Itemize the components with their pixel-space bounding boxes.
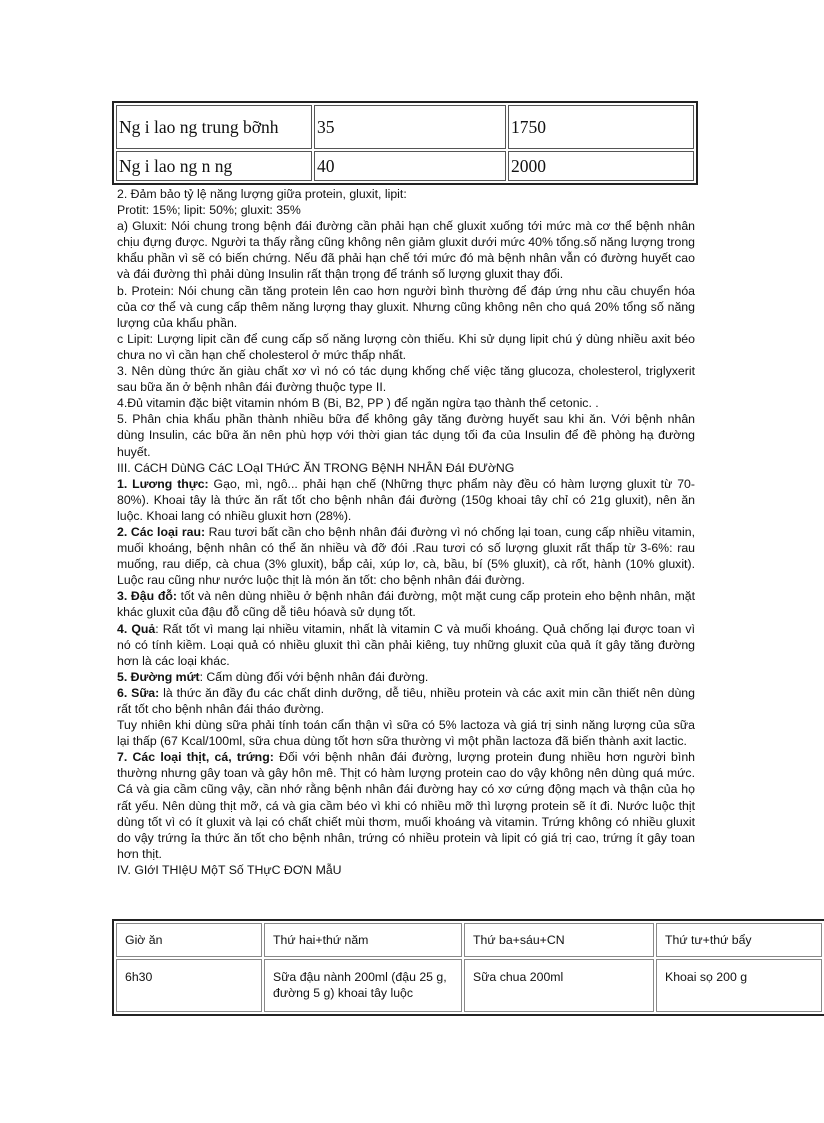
energy-per-kg-cell: 40 [314,151,506,181]
paragraph-heading: 4. Quả [117,621,156,636]
header-wed-sat: Thứ tư+thứ bẩy [656,923,822,957]
header-mon-thu: Thứ hai+thứ năm [264,923,462,957]
paragraph-text: : Cấm dùng đối với bệnh nhân đái đường. [199,669,429,684]
paragraph-text: IV. GIớI THIệU MộT Số THựC ĐƠN MẫU [117,862,342,877]
paragraph [117,411,695,459]
paragraph-heading: 6. Sữa: [117,685,160,700]
paragraph [117,186,695,202]
paragraph-text: a) Gluxit: Nói chung trong bệnh đái đường cần phải hạn chế gluxit xuống tới mức mà cơ thể bệnh nhân chịu đựng được. Người ta thấy rằng cũng không nên giảm gluxit dưới mức 40% tổng.số năng lượng trong khẩu phần vì sẽ có biến chứng. Nếu đã phải hạn chế tới mức đó mà bệnh nhân vẫn có đường huyết cao và đái đường thì phải dùng Insulin rất thận trọng để tránh số lượng gluxit thay đổi. [117,219,695,282]
paragraph [117,283,695,331]
paragraph [117,749,695,862]
paragraph [117,363,695,395]
cell-meal-time: 6h30 [116,959,262,1012]
paragraph [117,862,695,878]
energy-table [112,101,698,185]
cell-mon-thu [264,959,462,1012]
energy-total-cell: 1750 [508,105,694,149]
header-tue-fri-sun: Thứ ba+sáu+CN [464,923,654,957]
paragraph [117,524,695,588]
paragraph-text: 2. Đảm bảo tỷ lệ năng lượng giữa protein, gluxit, lipit: [117,187,407,201]
table-row [116,959,822,1012]
paragraph-text: 3. Nên dùng thức ăn giàu chất xơ vì nó có tác dụng khống chế việc tăng glucoza, cholesterol, triglyxerit sau bữa ăn ở bệnh nhân đái đường thuộc type II. [117,364,695,395]
paragraph-text: Protit: 15%; lipit: 50%; gluxit: 35% [117,203,301,218]
paragraph-heading: 2. Các loại rau: [117,524,206,539]
paragraph [117,621,695,669]
paragraph-text: Gạo, mì, ngô... phải hạn chế (Những thực phẩm này đều có hàm lượng gluxit từ 70-80%). Khoai tây là thức ăn rất tốt cho bệnh nhân đái đường (150g khoai tây chỉ có 21g gluxit), nên ăn luộc. Khoai lang có nhiều gluxit hơn (28%). [117,476,695,523]
paragraph [117,395,695,411]
paragraph [117,202,695,218]
paragraph-heading: 7. Các loại thịt, cá, trứng: [117,750,274,765]
cell-mon-thu-text: Sữa đậu nành 200ml (đậu 25 g, đường 5 g) khoai tây luộc [273,970,447,1000]
paragraph-text: tốt và nên dùng nhiều ở bệnh nhân đái đường, một mặt cung cấp protein eho bệnh nhân, mặt khác gluxit của đậu đỗ cũng dễ tiêu hóavà sử dụng tốt. [117,589,695,620]
cell-tue-fri-sun: Sữa chua 200ml [464,959,654,1012]
cell-wed-sat: Khoai sọ 200 g [656,959,822,1012]
energy-per-kg-cell: 35 [314,105,506,149]
paragraph-text: Tuy nhiên khi dùng sữa phải tính toán cẩn thận vì sữa có 5% lactoza và giá trị sinh năng lượng của sữa lại thấp (67 Kcal/100ml, sữa chua dùng tốt hơn sữa thường vì một phần lactoza đã biến thành axit lactic. [117,718,695,749]
paragraph-heading: 5. Đường mứt [117,669,200,684]
table-header-row [116,923,822,957]
paragraph-text: b. Protein: Nói chung cần tăng protein lên cao hơn người bình thường để đáp ứng nhu cầu chuyển hóa của cơ thể và cung cấp thêm năng lượng thay gluxit. Nhưng cũng không nên cho quá 20% tổng số năng lượng của khẩu phần. [117,283,695,330]
paragraph-text: III. CáCH DùNG CáC LOạI THứC ĂN TRONG BệNH NHÂN ĐáI ĐƯờNG [117,460,515,475]
paragraph [117,588,695,620]
paragraph [117,218,695,282]
paragraph-text: Rau tươi bất cần cho bệnh nhân đái đường vì nó chống lại toan, cung cấp nhiều vitamin, muối khoáng, bệnh nhân có thể ăn nhiều và đỡ đói .Rau tươi có số lượng gluxit rất thấp từ 3-6%: rau muống, rau diếp, cà chua (3% gluxit), bắp cải, xúp lơ, cà, bầu, bí (5% gluxit), cà rốt, hành (10% gluxit). Luộc rau cũng như nước luộc thịt là món ăn tốt: cho bệnh nhân đái đường. [117,524,695,588]
header-meal-time: Giờ ăn [116,923,262,957]
paragraph [117,717,695,749]
paragraph [117,460,695,476]
energy-group-cell: Ng i lao ng trung bỡnh [116,105,312,149]
paragraph [117,476,695,524]
document-body [117,186,695,878]
paragraph-text: 4.Đủ vitamin đặc biệt vitamin nhóm B (Bi, B2, PP ) để ngăn ngừa tạo thành thể cetonic. . [117,396,599,411]
paragraph [117,685,695,717]
paragraph-text: c Lipit: Lượng lipit cần để cung cấp số năng lượng còn thiếu. Khi sử dụng lipit chú ý dùng nhiều axit béo chưa no vì cần hạn chế cholesterol ở mức thấp nhất. [117,331,695,362]
paragraph-heading: 3. Đậu đỗ: [117,589,177,604]
paragraph-heading: 1. Lương thực: [117,476,209,491]
table-row [116,105,694,149]
paragraph [117,669,695,685]
energy-group-cell: Ng i lao ng n ng [116,151,312,181]
paragraph-text: 5. Phân chia khẩu phần thành nhiều bữa để không gây tăng đường huyết sau khi ăn. Với bệnh nhân dùng Insulin, các bữa ăn nên phù hợp với thời gian tác dụng tối đa của Insulin để đề phòng hạ đường huyết. [117,412,695,459]
menu-table [112,919,824,1016]
energy-total-cell: 2000 [508,151,694,181]
paragraph-text: là thức ăn đầy đu các chất dinh dưỡng, dễ tiêu, nhiều protein và các axit min cần thiết nên dùng rất tốt cho bệnh nhân đái tháo đường. [117,685,695,716]
paragraph-text: Đối với bệnh nhân đái đường, lượng protein đung nhiều hơn người bình thường nhưng gây toan và gây hôn mê. Thịt có hàm lượng protein cao do vậy không nên dùng quá mức. Cá và gia cầm cũng vậy, cần nhớ rằng bệnh nhân đái đường hay có xơ cứng động mạch và thận của họ rất yếu. Nên dùng thịt mỡ, cá và gia cầm béo vì khi có nhiều mỡ thì lượng protein sẽ ít đi. Nước luộc thịt dùng tốt vì có ít gluxit và lại có chất chiết mùi thơm, muối khoáng và vitamin. Trứng không có nhiều gluxit do vậy trứng ỉa thức ăn tốt cho bệnh nhân, trứng có nhiều protein và lipit có giá trị cao, trứng ít gây toan hơn thịt. [117,750,695,861]
paragraph [117,331,695,363]
table-row [116,151,694,181]
paragraph-text: : Rất tốt vì mang lại nhiều vitamin, nhất là vitamin C và muối khoáng. Quả chống lại được toan vì nó có tính kiềm. Loại quả có nhiều gluxit thì cần phải kiêng, tuy những gluxit của quả ít gây tăng đường hơn là các loại khác. [117,621,695,668]
